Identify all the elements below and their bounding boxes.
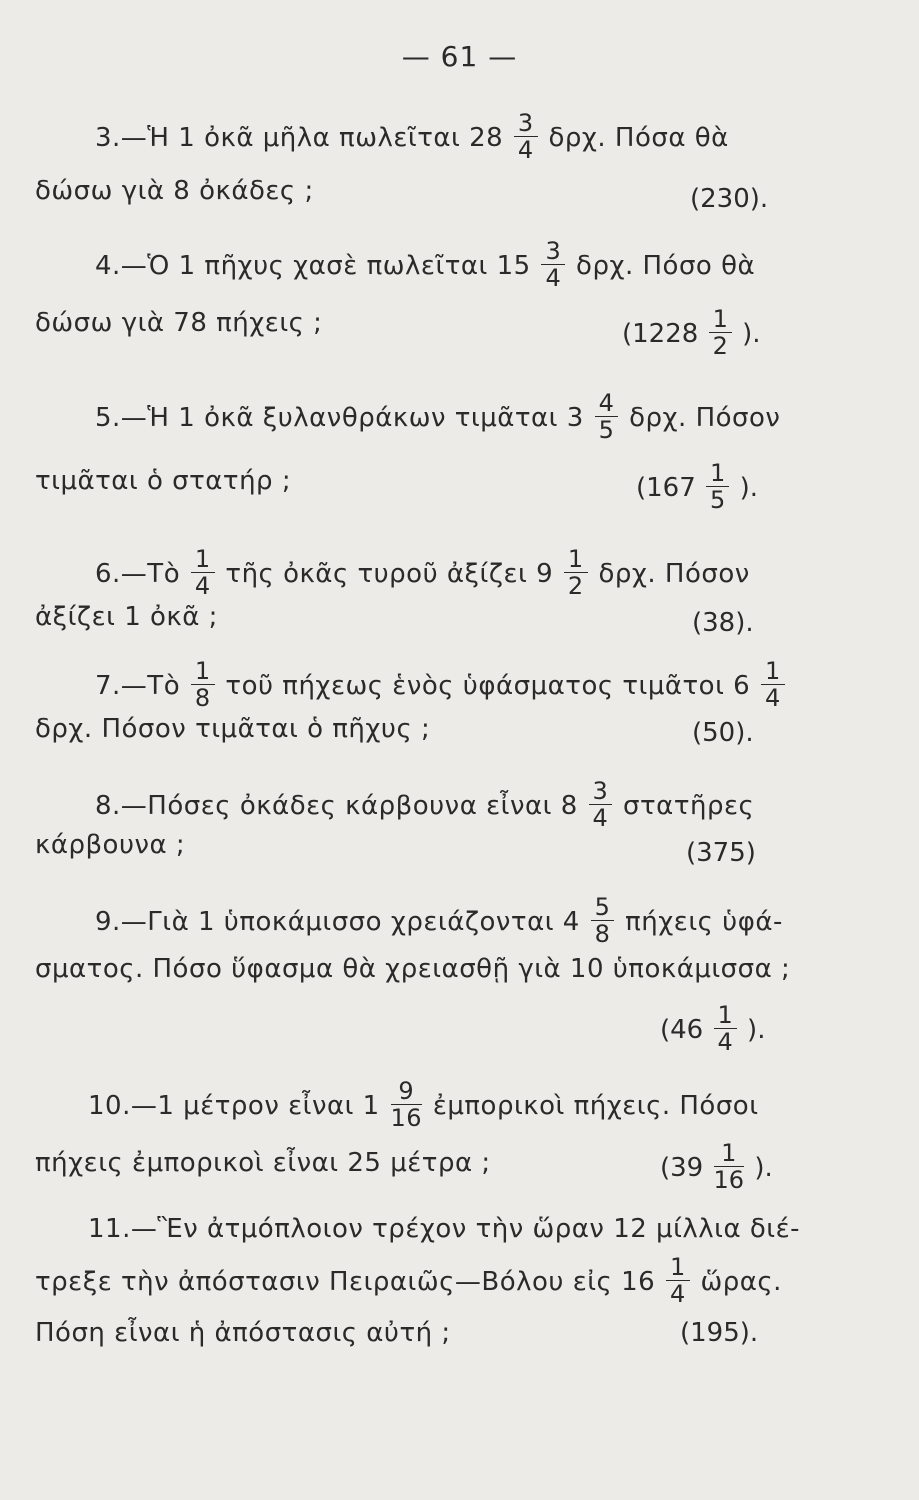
problem-7-answer: (50). (692, 718, 754, 748)
problem-9-line-2: σματος. Πόσο ὕφασμα θὰ χρειασθῇ γιὰ 10 ὑποκάμισσα ; (35, 954, 791, 984)
fraction: $\frac{1}{4}$ (714, 1002, 737, 1055)
fraction: $\frac{1}{2}$ (564, 546, 588, 599)
fraction: $\frac{1}{4}$ (191, 546, 215, 599)
fraction: $\frac{1}{4}$ (666, 1254, 690, 1307)
problem-3-line-2: δώσω γιὰ 8 ὀκάδες ; (35, 176, 314, 206)
problem-10-line-2: πήχεις ἐμπορικοὶ εἶναι 25 μέτρα ; (35, 1148, 491, 1178)
fraction: $\frac{4}{5}$ (595, 390, 619, 443)
problem-11-line-3: Πόση εἶναι ἡ ἀπόστασις αὐτή ; (35, 1318, 451, 1348)
fraction: $\frac{1}{2}$ (709, 306, 732, 359)
problem-11-line-2: τρεξε τὴν ἀπόστασιν Πειραιῶς—Βόλου εἰς 16 $\frac{1}{4}$ ὥρας. (35, 1253, 782, 1308)
problem-8-line-1: 8.—Πόσες ὀκάδες κάρβουνα εἶναι 8 $\frac{3}{4}$ στατῆρες (95, 777, 755, 832)
fraction: $\frac{3}{4}$ (589, 778, 613, 831)
problem-5-line-1: 5.—Ἡ 1 ὀκᾶ ξυλανθράκων τιμᾶται 3 $\frac{4}{5}$ δρχ. Πόσον (95, 389, 781, 444)
problem-10-line-1: 10.—1 μέτρον εἶναι 1 $\frac{9}{16}$ ἐμπορικοὶ πήχεις. Πόσοι (88, 1077, 759, 1132)
problem-8-line-2: κάρβουνα ; (35, 830, 186, 860)
problem-10-answer: (39 $\frac{1}{16}$ ). (660, 1139, 773, 1194)
fraction: $\frac{1}{4}$ (761, 658, 785, 711)
fraction: $\frac{3}{4}$ (541, 238, 565, 291)
problem-9-answer: (46 $\frac{1}{4}$ ). (660, 1001, 766, 1056)
fraction: $\frac{1}{5}$ (706, 460, 729, 513)
problem-4-line-2: δώσω γιὰ 78 πήχεις ; (35, 308, 323, 338)
problem-6-line-2: ἀξίζει 1 ὀκᾶ ; (35, 602, 218, 632)
problem-7-line-2: δρχ. Πόσον τιμᾶται ὁ πῆχυς ; (35, 714, 431, 744)
fraction: $\frac{1}{8}$ (191, 658, 215, 711)
problem-8-answer: (375) (686, 838, 756, 868)
fraction: $\frac{9}{16}$ (390, 1077, 423, 1132)
fraction: $\frac{1}{16}$ (713, 1139, 745, 1194)
fraction: $\frac{5}{8}$ (591, 894, 615, 947)
page-number: — 61 — (401, 40, 518, 73)
problem-4-line-1: 4.—Ὁ 1 πῆχυς χασὲ πωλεῖται 15 $\frac{3}{4}$ δρχ. Πόσο θὰ (95, 237, 756, 292)
problem-11-line-1: 11.—Ἓν ἀτμόπλοιον τρέχον τὴν ὥραν 12 μίλλια διέ- (88, 1214, 801, 1244)
problem-5-answer: (167 $\frac{1}{5}$ ). (636, 459, 759, 514)
problem-9-line-1: 9.—Γιὰ 1 ὑποκάμισσο χρειάζονται 4 $\frac{5}{8}$ πήχεις ὑφά- (95, 893, 783, 948)
problem-11-answer: (195). (680, 1318, 759, 1348)
problem-3-line-1: 3.—Ἡ 1 ὀκᾶ μῆλα πωλεῖται 28 $\frac{3}{4}$ δρχ. Πόσα θὰ (95, 109, 729, 164)
problem-6-answer: (38). (692, 608, 754, 638)
problem-7-line-1: 7.—Τὸ $\frac{1}{8}$ τοῦ πήχεως ἑνὸς ὑφάσματος τιμᾶτοι 6 $\frac{1}{4}$ (95, 660, 787, 713)
problem-5-line-2: τιμᾶται ὁ στατήρ ; (35, 466, 292, 496)
problem-4-answer: (1228 $\frac{1}{2}$ ). (622, 305, 761, 360)
problem-3-answer: (230). (690, 184, 769, 214)
problem-6-line-1: 6.—Τὸ $\frac{1}{4}$ τῆς ὀκᾶς τυροῦ ἀξίζει 9 $\frac{1}{2}$ δρχ. Πόσον (95, 545, 750, 600)
fraction: $\frac{3}{4}$ (514, 110, 538, 163)
